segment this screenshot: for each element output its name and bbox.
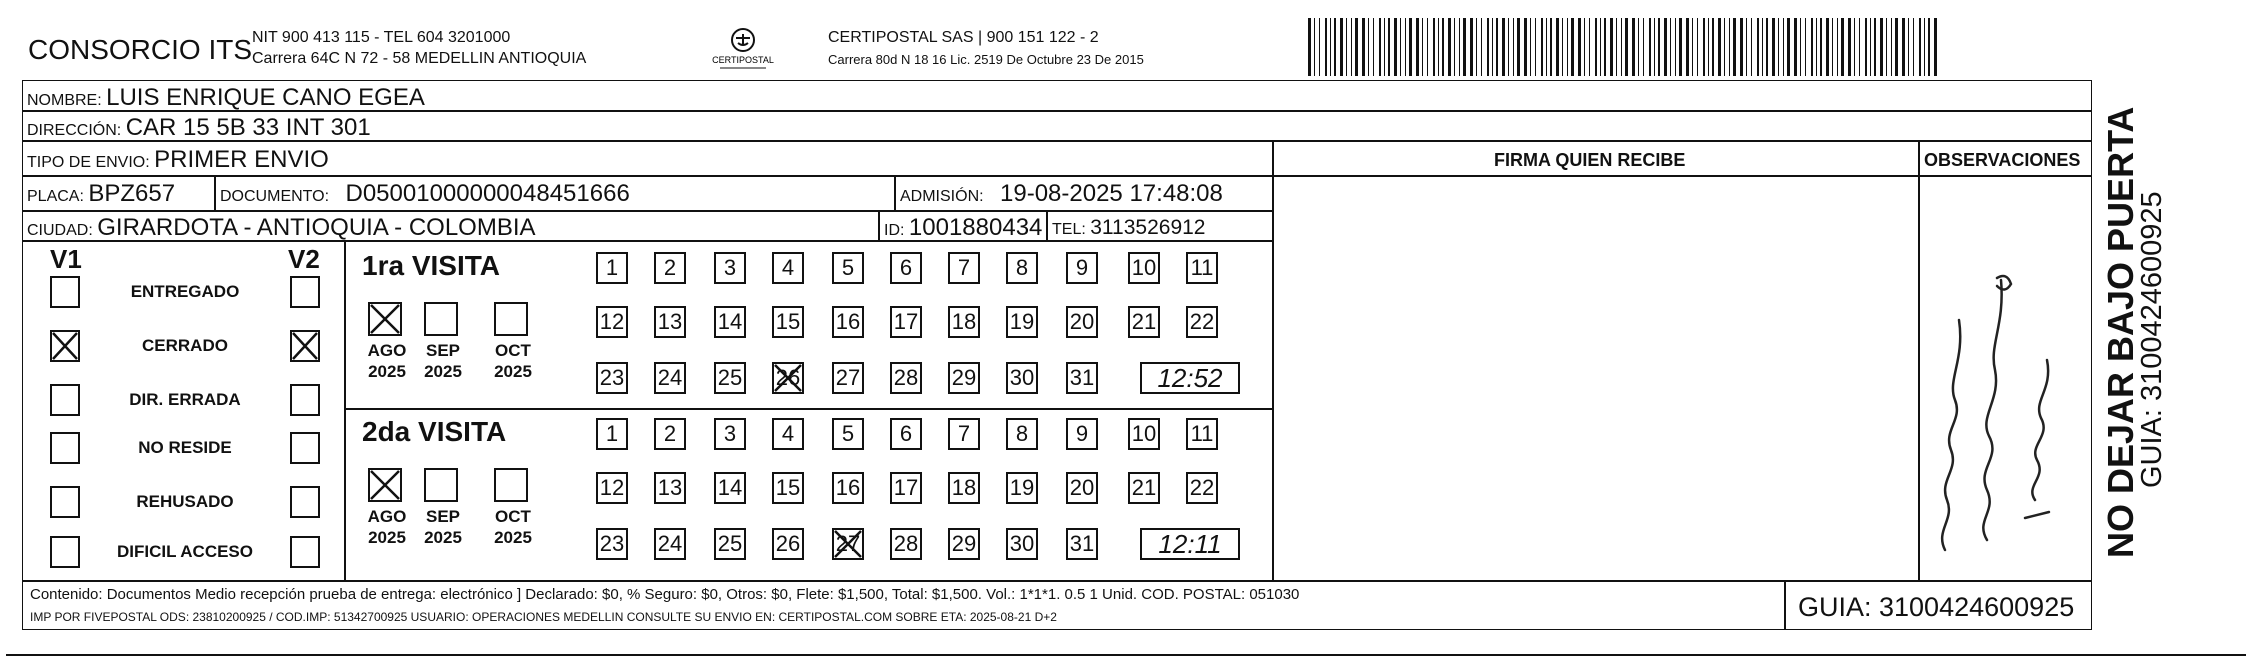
barcode-bar: [1934, 18, 1937, 76]
month-name: OCT: [495, 341, 531, 360]
barcode-bar: [1664, 18, 1667, 76]
barcode-bar: [1567, 18, 1568, 76]
barcode-bar: [1908, 18, 1909, 76]
v1-check-mark: [50, 330, 80, 362]
barcode-bar: [1600, 18, 1601, 76]
admision-value: 19-08-2025 17:48:08: [1000, 180, 1223, 207]
barcode-bar: [1826, 18, 1829, 76]
barcode-bar: [1481, 18, 1482, 76]
status-label: REHUSADO: [136, 492, 234, 511]
barcode-bar: [1870, 18, 1871, 76]
barcode-bar: [1550, 18, 1552, 76]
barcode-bar: [1733, 18, 1736, 76]
barcode-bar: [1394, 18, 1397, 76]
day-box[interactable]: 14: [714, 472, 746, 504]
day-box[interactable]: 13: [654, 306, 686, 338]
month-year: 2025: [424, 528, 462, 547]
ciudad-value: GIRARDOTA - ANTIOQUIA - COLOMBIA: [97, 214, 536, 241]
footer-imp: IMP POR FIVEPOSTAL ODS: 23810200925 / COD.IMP: 51342700925 USUARIO: OPERACIONES MEDELLIN CONSULTE SU ENVIO EN: CERTIPOSTAL.COM SOBRE ETA: 2025-08-21 D+2: [30, 610, 1057, 624]
month-name: AGO: [367, 507, 407, 526]
month-label: [418, 506, 468, 548]
documento-label: DOCUMENTO:: [220, 188, 330, 205]
day-box[interactable]: 18: [948, 306, 980, 338]
barcode-bar: [1924, 18, 1925, 76]
barcode-bar: [1584, 18, 1585, 76]
barcode-bar: [1886, 18, 1887, 76]
month-year: 2025: [368, 528, 406, 547]
day-box[interactable]: 19: [1006, 306, 1038, 338]
day-box[interactable]: 6: [890, 252, 922, 284]
day-box[interactable]: 11: [1186, 252, 1218, 284]
ciudad-row: [27, 214, 536, 242]
v2-checkbox[interactable]: [290, 536, 320, 568]
day-box[interactable]: 12: [596, 472, 628, 504]
status-label: CERRADO: [142, 336, 228, 355]
barcode-bar: [1902, 18, 1905, 76]
day-box[interactable]: 15: [772, 306, 804, 338]
barcode-bar: [1373, 18, 1374, 76]
barcode-bar: [1928, 18, 1930, 76]
barcode-bar: [1610, 18, 1613, 76]
day-box[interactable]: 1: [596, 252, 628, 284]
v2-checkbox[interactable]: [290, 486, 320, 518]
barcode-bar: [1346, 18, 1347, 76]
barcode-bar: [1530, 18, 1531, 76]
day-box[interactable]: 20: [1066, 472, 1098, 504]
barcode-bar: [1463, 18, 1466, 76]
barcode-bar: [1616, 18, 1617, 76]
barcode-bar: [1787, 18, 1790, 76]
day-box[interactable]: 18: [948, 472, 980, 504]
day-box[interactable]: 4: [772, 418, 804, 450]
barcode-bar: [1314, 18, 1315, 76]
day-box[interactable]: 30: [1006, 362, 1038, 394]
month-name: AGO: [367, 341, 407, 360]
barcode-bar: [1621, 18, 1622, 76]
day-box[interactable]: 5: [832, 252, 864, 284]
month-check-mark: [368, 302, 402, 336]
barcode-bar: [1508, 18, 1509, 76]
barcode-bar: [1427, 18, 1428, 76]
day-box[interactable]: 22: [1186, 306, 1218, 338]
barcode-bar: [1692, 18, 1693, 76]
day-box[interactable]: 4: [772, 252, 804, 284]
barcode-bar: [1632, 18, 1635, 76]
ciudad-label: CIUDAD:: [27, 222, 93, 239]
day-box[interactable]: 8: [1006, 418, 1038, 450]
barcode-bar: [1334, 18, 1336, 76]
barcode-bar: [1816, 18, 1817, 76]
company-name: CONSORCIO ITS: [28, 34, 253, 65]
barcode-bar: [1848, 18, 1851, 76]
day-box[interactable]: 21: [1128, 306, 1160, 338]
firma-label: FIRMA QUIEN RECIBE: [1494, 150, 1686, 170]
company-nit-tel: NIT 900 413 115 - TEL 604 3201000: [252, 29, 511, 46]
certipostal-license: Carrera 80d N 18 16 Lic. 2519 De Octubre 23 De 2015: [828, 52, 1144, 67]
month-checkbox[interactable]: [494, 468, 528, 502]
v2-checkbox[interactable]: [290, 432, 320, 464]
day-box[interactable]: 9: [1066, 418, 1098, 450]
id-row: [884, 214, 1042, 242]
id-label: ID:: [884, 222, 905, 239]
barcode-bar: [1766, 18, 1768, 76]
barcode-bar: [1859, 18, 1860, 76]
month-name: SEP: [425, 507, 461, 526]
barcode-bar: [1400, 18, 1401, 76]
barcode-bar: [1487, 18, 1489, 76]
barcode-bar: [1416, 18, 1419, 76]
barcode-bar: [1841, 18, 1844, 76]
month-label: [488, 506, 538, 548]
v1-checkbox[interactable]: [50, 536, 80, 568]
day-box[interactable]: 29: [948, 528, 980, 560]
v1-header: V1: [50, 244, 82, 274]
nombre-label: NOMBRE:: [27, 92, 102, 109]
day-box[interactable]: 28: [890, 528, 922, 560]
day-box[interactable]: 23: [596, 528, 628, 560]
day-box[interactable]: 25: [714, 528, 746, 560]
barcode-bar: [1638, 18, 1639, 76]
barcode-bar: [1502, 18, 1505, 76]
certipostal-logo: [708, 26, 778, 74]
barcode-bar: [1654, 18, 1655, 76]
barcode-bar: [1919, 18, 1921, 76]
month-label: [418, 340, 468, 382]
barcode-bar: [1438, 18, 1439, 76]
day-box[interactable]: 2: [654, 252, 686, 284]
time-box[interactable]: 12:52: [1140, 362, 1240, 394]
time-box[interactable]: 12:11: [1140, 528, 1240, 560]
day-box[interactable]: 16: [832, 306, 864, 338]
tipo-row: [27, 146, 329, 174]
day-box[interactable]: 31: [1066, 362, 1098, 394]
nombre-row: [27, 84, 425, 112]
barcode-bar: [1703, 18, 1705, 76]
barcode-bar: [1524, 18, 1527, 76]
day-box[interactable]: 16: [832, 472, 864, 504]
barcode-bar: [1895, 18, 1898, 76]
barcode-bar: [1517, 18, 1520, 76]
barcode-bar: [1837, 18, 1838, 76]
day-check-mark: [772, 362, 804, 394]
tel-value: 3113526912: [1090, 216, 1206, 239]
barcode-bar: [1670, 18, 1671, 76]
barcode-bar: [1541, 18, 1543, 76]
v2-check-mark: [290, 330, 320, 362]
month-year: 2025: [494, 362, 532, 381]
day-box[interactable]: 26: [772, 528, 804, 560]
month-checkbox[interactable]: [424, 302, 458, 336]
barcode-bar: [1820, 18, 1822, 76]
barcode-bar: [1340, 18, 1343, 76]
v1-checkbox[interactable]: [50, 432, 80, 464]
footer-contenido: Contenido: Documentos Medio recepción prueba de entrega: electrónico ] Declarado: $0, % Seguro: $0, Otros: $0, Flete: $1,500, Total: $1,500. Vol.: 1*1*1. 0.5 1 Unid. COD. POSTAL: 051030: [30, 586, 1300, 603]
day-box[interactable]: 3: [714, 418, 746, 450]
barcode-bar: [1330, 18, 1331, 76]
barcode-bar: [1546, 18, 1547, 76]
barcode-bar: [1571, 18, 1574, 76]
day-box[interactable]: 10: [1128, 418, 1160, 450]
status-label: NO RESIDE: [138, 438, 232, 457]
barcode-bar: [1805, 18, 1806, 76]
day-box[interactable]: 7: [948, 418, 980, 450]
barcode-bar: [1454, 18, 1455, 76]
barcode-bar: [1459, 18, 1460, 76]
day-box[interactable]: 27: [832, 362, 864, 394]
direccion-label: DIRECCIÓN:: [27, 122, 122, 139]
barcode-bar: [1422, 18, 1423, 76]
barcode-bar: [1913, 18, 1914, 76]
barcode-bar: [1649, 18, 1651, 76]
month-checkbox[interactable]: [424, 468, 458, 502]
barcode-bar: [1874, 18, 1876, 76]
barcode-bar: [1513, 18, 1514, 76]
barcode-bar: [1643, 18, 1644, 76]
barcode-bar: [1595, 18, 1597, 76]
day-box[interactable]: 11: [1186, 418, 1218, 450]
barcode-bar: [1492, 18, 1493, 76]
day-box[interactable]: 22: [1186, 472, 1218, 504]
barcode-bar: [1880, 18, 1883, 76]
barcode-bar: [1325, 18, 1327, 76]
day-box[interactable]: 29: [948, 362, 980, 394]
barcode-bar: [1308, 18, 1311, 76]
barcode-bar: [1854, 18, 1855, 76]
placa-value: BPZ657: [88, 180, 176, 207]
barcode-bar: [1535, 18, 1536, 76]
barcode-bar: [1355, 18, 1358, 76]
month-label: [362, 340, 412, 382]
barcode-bar: [1686, 18, 1689, 76]
barcode-bar: [1556, 18, 1559, 76]
barcode-bar: [1362, 18, 1365, 76]
barcode-bar: [1379, 18, 1381, 76]
barcode-bar: [1433, 18, 1435, 76]
day-box[interactable]: 14: [714, 306, 746, 338]
day-box[interactable]: 15: [772, 472, 804, 504]
barcode-bar: [1800, 18, 1801, 76]
barcode-bar: [1388, 18, 1390, 76]
day-box[interactable]: 31: [1066, 528, 1098, 560]
admision-row: [900, 180, 1223, 208]
barcode-bar: [1476, 18, 1477, 76]
barcode-bar: [1811, 18, 1813, 76]
footer-guia: GUIA: 3100424600925: [1798, 592, 2075, 622]
barcode-bar: [1865, 18, 1867, 76]
nombre-value: LUIS ENRIQUE CANO EGEA: [106, 84, 425, 111]
day-box[interactable]: 24: [654, 362, 686, 394]
barcode-bar: [1783, 18, 1784, 76]
barcode-bar: [1589, 18, 1590, 76]
month-check-mark: [368, 468, 402, 502]
month-name: SEP: [425, 341, 461, 360]
main-frame: [22, 80, 2092, 630]
barcode-bar: [1679, 18, 1682, 76]
barcode-bar: [1578, 18, 1581, 76]
day-box[interactable]: 28: [890, 362, 922, 394]
v1-checkbox[interactable]: [50, 486, 80, 518]
barcode-bar: [1891, 18, 1892, 76]
barcode-bar: [1772, 18, 1775, 76]
v1-checkbox[interactable]: [50, 276, 80, 308]
day-box[interactable]: 25: [714, 362, 746, 394]
barcode-bar: [1405, 18, 1406, 76]
barcode-bar: [1740, 18, 1743, 76]
observaciones-label: OBSERVACIONES: [1924, 150, 2081, 170]
status-label: DIR. ERRADA: [129, 390, 241, 409]
placa-row: [27, 180, 175, 208]
side-guia: GUIA: 3100424600925: [2136, 191, 2168, 488]
company-address: Carrera 64C N 72 - 58 MEDELLIN ANTIOQUIA: [252, 50, 587, 67]
documento-value: D050010000000484516​66: [345, 180, 630, 207]
barcode-bar: [1724, 18, 1725, 76]
tipo-value: PRIMER ENVIO: [154, 146, 329, 173]
documento-row: [220, 180, 630, 208]
visit1-title: 1ra VISITA: [362, 250, 500, 281]
direccion-value: CAR 15 5B 33 INT 301: [125, 114, 371, 141]
day-box[interactable]: 13: [654, 472, 686, 504]
barcode-bar: [1562, 18, 1563, 76]
barcode-bar: [1470, 18, 1473, 76]
day-box[interactable]: 3: [714, 252, 746, 284]
barcode-bar: [1708, 18, 1709, 76]
barcode-bar: [1757, 18, 1759, 76]
day-box[interactable]: 21: [1128, 472, 1160, 504]
barcode-bar: [1746, 18, 1747, 76]
day-box[interactable]: 30: [1006, 528, 1038, 560]
day-box[interactable]: 1: [596, 418, 628, 450]
day-box[interactable]: 26: [772, 362, 804, 394]
status-label: ENTREGADO: [130, 282, 240, 301]
barcode-bar: [1409, 18, 1412, 76]
observaciones-handwriting: [1925, 250, 2105, 570]
barcode-bar: [1718, 18, 1721, 76]
status-label: DIFICIL ACCESO: [116, 542, 253, 561]
barcode-bar: [1697, 18, 1698, 76]
day-box[interactable]: 17: [890, 306, 922, 338]
day-box[interactable]: 5: [832, 418, 864, 450]
direccion-row: [27, 114, 371, 142]
barcode-bar: [1604, 18, 1606, 76]
day-box[interactable]: 6: [890, 418, 922, 450]
id-value: 1001880434: [908, 214, 1043, 241]
v2-header: V2: [288, 244, 320, 274]
barcode-bar: [1712, 18, 1714, 76]
barcode-bar: [1778, 18, 1779, 76]
admision-label: ADMISIÓN:: [900, 188, 984, 205]
barcode-bar: [1625, 18, 1628, 76]
barcode-bar: [1675, 18, 1676, 76]
month-year: 2025: [368, 362, 406, 381]
v2-checkbox[interactable]: [290, 384, 320, 416]
day-box[interactable]: 17: [890, 472, 922, 504]
barcode-icon: [1308, 18, 1944, 76]
month-year: 2025: [494, 528, 532, 547]
barcode-bar: [1832, 18, 1833, 76]
svg-text:CERTIPOSTAL: CERTIPOSTAL: [712, 55, 774, 65]
barcode-bar: [1351, 18, 1352, 76]
certipostal-name: CERTIPOSTAL SAS | 900 151 122 - 2: [828, 29, 1099, 46]
barcode-bar: [1319, 18, 1320, 76]
day-box[interactable]: 7: [948, 252, 980, 284]
barcode-bar: [1658, 18, 1660, 76]
day-check-mark: [832, 528, 864, 560]
v2-checkbox[interactable]: [290, 276, 320, 308]
barcode-bar: [1729, 18, 1730, 76]
tel-row: [1052, 216, 1205, 240]
day-box[interactable]: 24: [654, 528, 686, 560]
day-box[interactable]: 19: [1006, 472, 1038, 504]
v1-checkbox[interactable]: [50, 384, 80, 416]
month-checkbox[interactable]: [494, 302, 528, 336]
month-year: 2025: [424, 362, 462, 381]
day-box[interactable]: 8: [1006, 252, 1038, 284]
day-box[interactable]: 23: [596, 362, 628, 394]
placa-label: PLACA:: [27, 188, 84, 205]
tel-label: TEL:: [1052, 221, 1086, 238]
barcode-bar: [1794, 18, 1797, 76]
day-box[interactable]: 2: [654, 418, 686, 450]
day-box[interactable]: 27: [832, 528, 864, 560]
barcode-bar: [1496, 18, 1498, 76]
no-dejar-bajo-puerta: NO DEJAR BAJO PUERTA: [2100, 106, 2141, 558]
barcode-bar: [1384, 18, 1385, 76]
month-label: [488, 340, 538, 382]
month-name: OCT: [495, 507, 531, 526]
month-label: [362, 506, 412, 548]
visit2-title: 2da VISITA: [362, 416, 507, 447]
barcode-bar: [1368, 18, 1369, 76]
day-box[interactable]: 10: [1128, 252, 1160, 284]
day-box[interactable]: 12: [596, 306, 628, 338]
barcode-bar: [1762, 18, 1763, 76]
day-box[interactable]: 9: [1066, 252, 1098, 284]
barcode-bar: [1448, 18, 1451, 76]
day-box[interactable]: 20: [1066, 306, 1098, 338]
barcode-bar: [1442, 18, 1444, 76]
tipo-label: TIPO DE ENVIO:: [27, 154, 150, 171]
barcode-bar: [1751, 18, 1752, 76]
